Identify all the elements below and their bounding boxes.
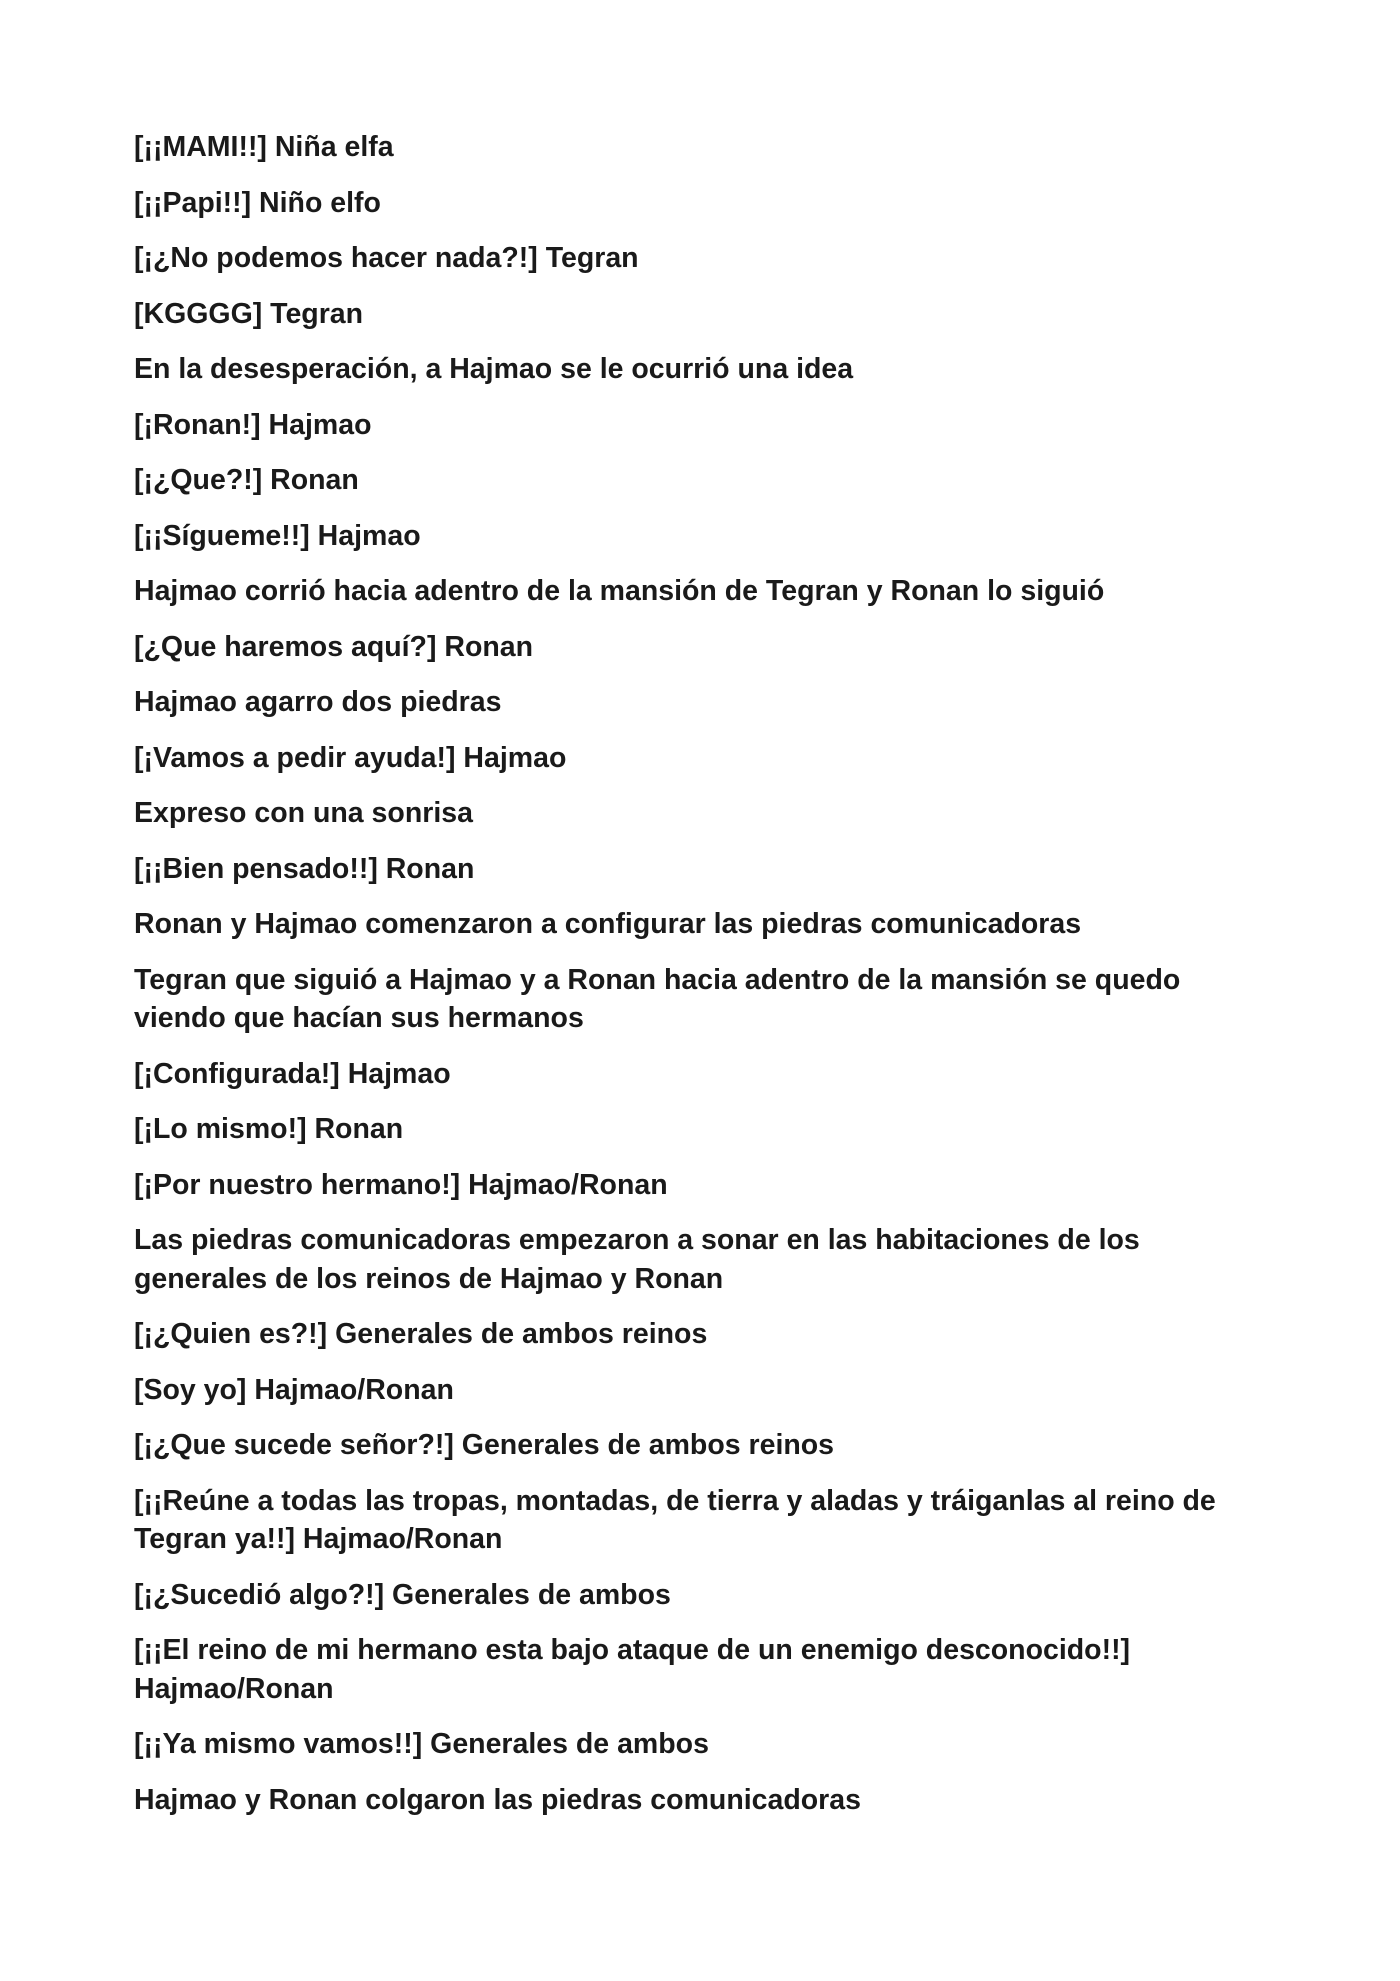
narration-line: Ronan y Hajmao comenzaron a configurar las piedras comunicadoras xyxy=(134,908,1082,940)
dialogue-line: [¡Configurada!] Hajmao xyxy=(134,1057,451,1090)
dialogue-line: [¡Por nuestro hermano!] Hajmao/Ronan xyxy=(134,1168,668,1201)
narration-line: En la desesperación, a Hajmao se le ocurrió una idea xyxy=(134,353,854,385)
narration-line: Tegran que siguió a Hajmao y a Ronan hacia adentro de la mansión se quedo viendo que hacían sus hermanos xyxy=(134,963,1189,1034)
dialogue-line: [¡¡Bien pensado!!] Ronan xyxy=(134,852,475,885)
dialogue-line: [¡¡El reino de mi hermano esta bajo ataque de un enemigo desconocido!!] Hajmao/Ronan xyxy=(134,1634,1138,1705)
dialogue-line: [¡Lo mismo!] Ronan xyxy=(134,1113,404,1145)
dialogue-line: [¡¡Ya mismo vamos!!] Generales de ambos xyxy=(134,1728,709,1760)
dialogue-line: [KGGGG] Tegran xyxy=(134,297,364,330)
narration-line: Hajmao y Ronan colgaron las piedras comunicadoras xyxy=(134,1783,861,1816)
dialogue-line: [¡¿Quien es?!] Generales de ambos reinos xyxy=(134,1318,708,1350)
story-text xyxy=(134,128,1264,1836)
dialogue-line: [¡Vamos a pedir ayuda!] Hajmao xyxy=(134,741,567,774)
dialogue-line: [¡¿Que?!] Ronan xyxy=(134,464,359,496)
dialogue-line: [¡¡Papi!!] Niño elfo xyxy=(134,186,381,219)
dialogue-line: [¡¡MAMI!!] Niña elfa xyxy=(134,131,394,163)
dialogue-line: [¡¿Sucedió algo?!] Generales de ambos xyxy=(134,1578,671,1611)
narration-line: Hajmao corrió hacia adentro de la mansión de Tegran y Ronan lo siguió xyxy=(134,575,1105,607)
narration-line: Las piedras comunicadoras empezaron a sonar en las habitaciones de los generales de los reinos de Hajmao y Ronan xyxy=(134,1224,1148,1295)
dialogue-line: [¡¿No podemos hacer nada?!] Tegran xyxy=(134,242,639,274)
dialogue-line: [¡Ronan!] Hajmao xyxy=(134,408,372,441)
dialogue-line: [¡¡Sígueme!!] Hajmao xyxy=(134,519,421,552)
narration-line: Hajmao agarro dos piedras xyxy=(134,686,502,718)
dialogue-line: [¡¿Que sucede señor?!] Generales de ambos reinos xyxy=(134,1429,835,1461)
dialogue-line: [Soy yo] Hajmao/Ronan xyxy=(134,1373,454,1406)
dialogue-line: [¡¡Reúne a todas las tropas, montadas, de tierra y aladas y tráiganlas al reino de Tegran ya!!] Hajmao/Ronan xyxy=(134,1484,1224,1555)
dialogue-line: [¿Que haremos aquí?] Ronan xyxy=(134,630,534,663)
narration-line: Expreso con una sonrisa xyxy=(134,797,473,829)
